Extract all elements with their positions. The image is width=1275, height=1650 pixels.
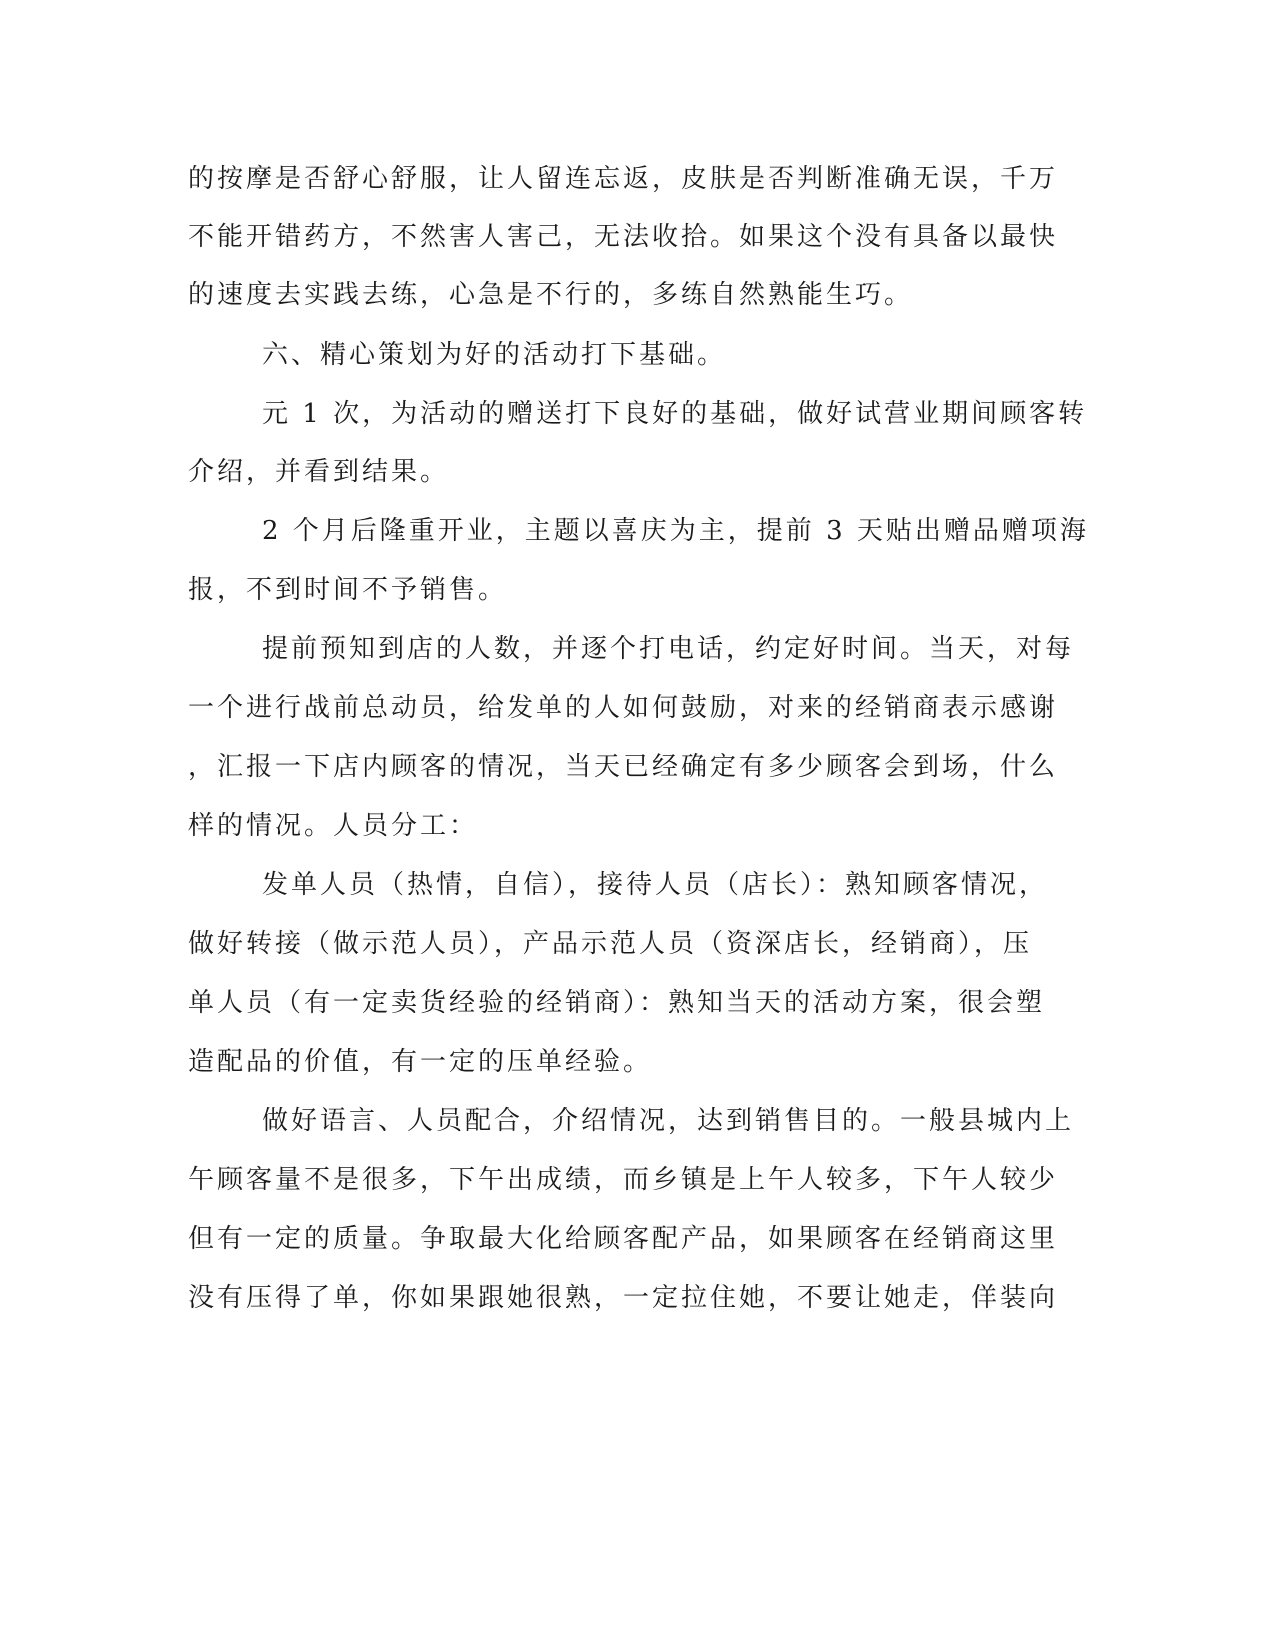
text-line: 2 个月后隆重开业，主题以喜庆为主，提前 3 天贴出赠品赠项海: [262, 516, 1089, 546]
text-line: 的按摩是否舒心舒服，让人留连忘返，皮肤是否判断准确无误，千万: [188, 164, 1059, 194]
text-line: 没有压得了单，你如果跟她很熟，一定拉住她，不要让她走，佯装向: [188, 1283, 1059, 1313]
text-line: ，汇报一下店内顾客的情况，当天已经确定有多少顾客会到场，什么: [188, 752, 1059, 782]
text-line: 报，不到时间不予销售。: [188, 575, 508, 605]
text-line: 样的情况。人员分工：: [188, 811, 479, 841]
text-line: 元 1 次，为活动的赠送打下良好的基础，做好试营业期间顾客转: [262, 399, 1088, 429]
text-line: 但有一定的质量。争取最大化给顾客配产品，如果顾客在经销商这里: [188, 1224, 1059, 1254]
text-line: 发单人员（热情，自信），接待人员（店长）：熟知顾客情况，: [262, 870, 1049, 900]
text-line: 的速度去实践去练，心急是不行的，多练自然熟能生巧。: [188, 280, 914, 310]
text-line: 介绍，并看到结果。: [188, 457, 450, 487]
text-line: 做好转接（做示范人员），产品示范人员（资深店长，经销商），压: [188, 929, 1033, 959]
section-heading: 六、精心策划为好的活动打下基础。: [262, 340, 727, 370]
text-line: 提前预知到店的人数，并逐个打电话，约定好时间。当天，对每: [262, 634, 1075, 664]
text-line: 一个进行战前总动员，给发单的人如何鼓励，对来的经销商表示感谢: [188, 693, 1059, 723]
text-line: 不能开错药方，不然害人害己，无法收拾。如果这个没有具备以最快: [188, 222, 1059, 252]
text-line: 单人员（有一定卖货经验的经销商）：熟知当天的活动方案，很会塑: [188, 988, 1046, 1018]
text-line: 造配品的价值，有一定的压单经验。: [188, 1047, 653, 1077]
text-line: 做好语言、人员配合，介绍情况，达到销售目的。一般县城内上: [262, 1106, 1075, 1136]
text-line: 午顾客量不是很多，下午出成绩，而乡镇是上午人较多，下午人较少: [188, 1165, 1059, 1195]
